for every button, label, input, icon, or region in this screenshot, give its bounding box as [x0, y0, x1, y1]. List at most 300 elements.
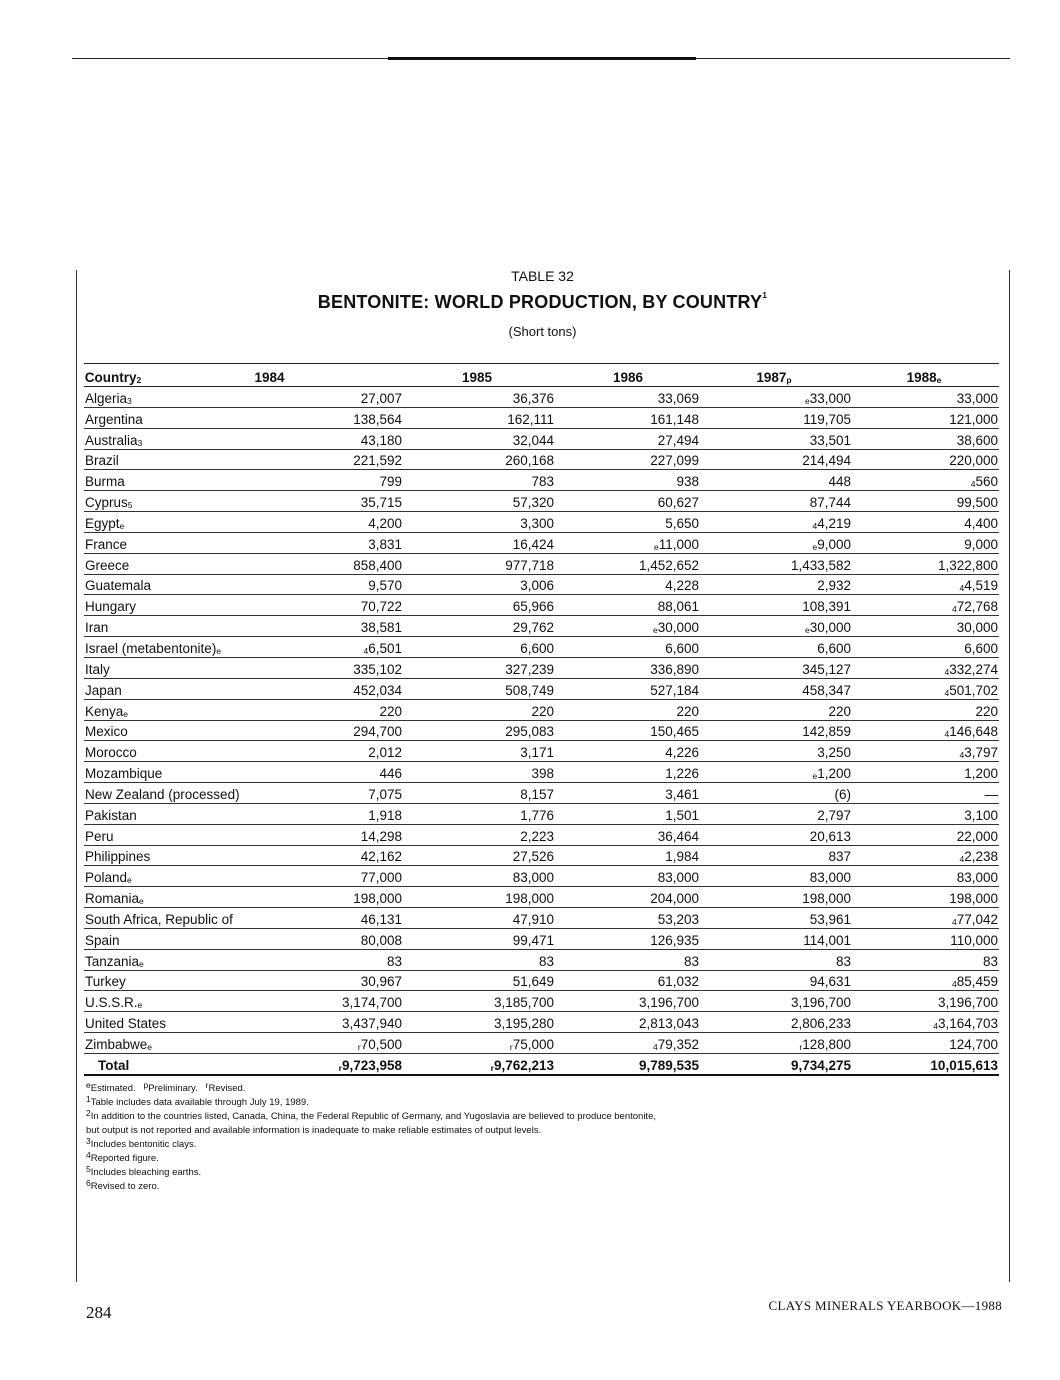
value-text: 3,831	[368, 536, 402, 552]
value-cell	[699, 908, 851, 928]
running-head: CLAYS MINERALS YEARBOOK—1988	[768, 1298, 1002, 1313]
value-cell	[851, 846, 999, 866]
value-cell	[554, 991, 699, 1011]
value-cell	[699, 512, 851, 532]
value-note: 4	[951, 916, 957, 927]
table-row	[84, 512, 999, 533]
page-number: 284	[86, 1303, 112, 1322]
country-name: Kenya	[85, 703, 124, 719]
value-text: 27,526	[512, 849, 554, 865]
value-text: 47,910	[512, 911, 554, 927]
country-name: Philippines	[85, 849, 151, 865]
country-name: South Africa, Republic of	[85, 911, 233, 927]
value-cell	[851, 783, 999, 803]
footnote-marker: 3	[86, 1136, 91, 1146]
value-cell	[554, 470, 699, 490]
value-text: 783	[531, 474, 554, 490]
value-cell	[851, 512, 999, 532]
value-cell	[554, 700, 699, 720]
total-label: Total	[98, 1058, 130, 1073]
value-cell	[402, 846, 554, 866]
value-text: 108,391	[802, 599, 851, 615]
value-cell	[250, 1012, 402, 1032]
value-cell	[554, 825, 699, 845]
value-text: 61,032	[657, 974, 699, 990]
value-text: 30,967	[360, 974, 402, 990]
value-text: 30,000	[657, 620, 699, 636]
value-text: 3,461	[665, 786, 699, 802]
value-text: 3,006	[520, 578, 554, 594]
column-header	[142, 364, 397, 386]
value-text: 858,400	[353, 557, 402, 573]
table-row	[84, 595, 999, 616]
value-cell	[402, 908, 554, 928]
value-text: 560	[975, 474, 998, 490]
value-cell	[699, 866, 851, 886]
value-text: 77,042	[956, 911, 998, 927]
value-text: 161,148	[650, 411, 699, 427]
value-text: 294,700	[353, 724, 402, 740]
country-name: Japan	[85, 682, 122, 698]
value-text: 33,069	[657, 390, 699, 406]
value-text: 3,164,703	[937, 1016, 998, 1032]
table-row	[84, 470, 999, 491]
table-row	[84, 1033, 999, 1054]
value-cell	[250, 929, 402, 949]
value-cell	[402, 887, 554, 907]
value-note: e	[804, 395, 810, 406]
value-text: 295,083	[505, 724, 554, 740]
footnote	[86, 1152, 656, 1166]
value-cell	[554, 866, 699, 886]
value-text: 57,320	[512, 495, 554, 511]
value-text: 3,196,700	[790, 995, 851, 1011]
value-note: 4	[363, 645, 369, 656]
value-cell	[699, 929, 851, 949]
table-row	[84, 783, 999, 804]
value-cell	[554, 741, 699, 761]
total-value-text: 9,762,213	[493, 1058, 554, 1073]
value-text: 42,162	[360, 849, 402, 865]
table-row	[84, 721, 999, 742]
column-header	[397, 364, 557, 386]
value-cell	[250, 762, 402, 782]
country-name: United States	[85, 1016, 167, 1032]
production-table	[84, 363, 999, 1076]
footnote-marker: 4	[86, 1150, 91, 1160]
value-cell	[554, 804, 699, 824]
table-row	[84, 887, 999, 908]
value-text: 27,494	[657, 432, 699, 448]
country-name: Spain	[85, 932, 120, 948]
value-text: 6,600	[817, 640, 851, 656]
value-note: 4	[652, 1042, 658, 1052]
country-note: 3	[137, 437, 143, 448]
value-cell	[402, 804, 554, 824]
value-cell	[699, 429, 851, 449]
footnote-marker: p	[143, 1080, 149, 1090]
value-note: 4	[959, 854, 965, 865]
country-name: Australia	[85, 432, 138, 448]
value-text: 88,061	[657, 599, 699, 615]
value-text: 837	[828, 849, 851, 865]
value-text: 70,722	[360, 599, 402, 615]
value-cell	[554, 595, 699, 615]
column-header-label: 1985	[461, 370, 493, 385]
value-cell	[250, 1033, 402, 1053]
value-text: 30,000	[956, 620, 998, 636]
value-text: 221,592	[353, 453, 402, 469]
value-text: 110,000	[950, 932, 998, 948]
country-note: e	[123, 708, 129, 719]
table-row	[84, 658, 999, 679]
country-cell	[84, 1012, 250, 1032]
value-cell	[554, 575, 699, 595]
value-text: 83	[982, 953, 998, 969]
value-note: 4	[959, 583, 965, 594]
country-cell	[84, 700, 250, 720]
value-cell	[554, 637, 699, 657]
value-text: 51,649	[512, 974, 554, 990]
value-note: 4	[944, 666, 950, 677]
table-row	[84, 491, 999, 512]
country-cell	[84, 512, 250, 532]
table-row	[84, 575, 999, 596]
value-cell	[554, 1012, 699, 1032]
value-note: 4	[951, 604, 957, 615]
country-name: Hungary	[85, 599, 137, 615]
value-text: 3,174,700	[341, 995, 402, 1011]
value-cell	[402, 637, 554, 657]
value-cell	[699, 700, 851, 720]
value-text: 6,600	[964, 640, 998, 656]
country-note: e	[127, 875, 132, 886]
value-cell	[851, 575, 999, 595]
value-cell	[851, 470, 999, 490]
country-name: Mexico	[85, 724, 128, 740]
top-rule-accent	[388, 57, 696, 60]
value-cell	[402, 741, 554, 761]
value-text: 3,185,700	[493, 995, 554, 1011]
value-text: 198,000	[505, 891, 554, 907]
value-cell	[402, 533, 554, 553]
value-cell	[699, 554, 851, 574]
country-name: New Zealand (processed)	[85, 786, 240, 802]
value-text: 2,238	[964, 849, 998, 865]
country-cell	[84, 616, 250, 636]
column-header-label: Country	[84, 370, 137, 385]
value-cell	[250, 512, 402, 532]
country-name: Brazil	[85, 453, 119, 469]
value-cell	[402, 1012, 554, 1032]
footnote-text: Includes bleaching earths.	[90, 1167, 202, 1178]
value-cell	[402, 700, 554, 720]
value-cell	[554, 491, 699, 511]
value-cell	[402, 595, 554, 615]
value-cell	[554, 387, 699, 407]
value-text: 20,613	[809, 828, 851, 844]
country-name: France	[85, 536, 128, 552]
value-cell	[250, 429, 402, 449]
value-cell	[699, 971, 851, 991]
value-cell	[554, 658, 699, 678]
country-cell	[84, 846, 250, 866]
value-text: 85,459	[956, 974, 998, 990]
value-cell	[699, 637, 851, 657]
value-cell	[699, 825, 851, 845]
value-text: 70,500	[360, 1037, 402, 1052]
value-note: e	[812, 771, 818, 782]
total-value-cell	[699, 1054, 851, 1074]
value-text: 227,099	[650, 453, 699, 469]
value-cell	[851, 450, 999, 470]
value-cell	[851, 554, 999, 574]
footnote-text: Revised.	[208, 1083, 246, 1094]
value-note: 4	[944, 729, 950, 740]
value-text: 16,424	[512, 536, 554, 552]
value-text: 1,200	[964, 766, 998, 782]
value-cell	[851, 429, 999, 449]
value-text: 3,196,700	[638, 995, 699, 1011]
value-text: 83,000	[512, 870, 554, 886]
value-cell	[250, 408, 402, 428]
table-title-text: BENTONITE: WORLD PRODUCTION, BY COUNTRY	[317, 292, 763, 312]
value-cell	[402, 762, 554, 782]
value-cell	[554, 512, 699, 532]
value-cell	[250, 887, 402, 907]
total-value-text: 9,789,535	[638, 1058, 699, 1073]
value-cell	[402, 429, 554, 449]
country-name: Cyprus	[85, 495, 128, 511]
value-text: 1,918	[368, 807, 402, 823]
value-cell	[402, 679, 554, 699]
value-cell	[402, 783, 554, 803]
footnote	[86, 1082, 656, 1096]
value-text: 220	[828, 703, 851, 719]
value-cell	[699, 741, 851, 761]
value-text: 3,437,940	[341, 1016, 402, 1032]
value-cell	[699, 950, 851, 970]
value-text: 53,203	[657, 911, 699, 927]
value-cell	[402, 491, 554, 511]
value-text: 77,000	[360, 870, 402, 886]
value-cell	[402, 825, 554, 845]
value-text: 336,890	[650, 661, 699, 677]
value-cell	[699, 1033, 851, 1053]
value-text: 220	[379, 703, 402, 719]
value-text: 4,219	[817, 515, 851, 531]
value-text: 3,797	[964, 745, 998, 761]
value-cell	[851, 533, 999, 553]
value-cell	[851, 866, 999, 886]
country-cell	[84, 679, 250, 699]
value-text: 220	[531, 703, 554, 719]
value-text: 126,935	[650, 932, 699, 948]
value-note: 4	[959, 750, 965, 761]
value-cell	[554, 783, 699, 803]
value-text: 146,648	[949, 724, 998, 740]
value-cell	[250, 575, 402, 595]
value-text: 33,501	[809, 432, 851, 448]
country-cell	[84, 908, 250, 928]
value-text: 452,034	[353, 682, 402, 698]
value-text: 83,000	[657, 870, 699, 886]
value-text: 7,075	[368, 786, 402, 802]
country-name: Iran	[85, 620, 109, 636]
value-note: r	[799, 1042, 803, 1052]
value-cell	[250, 658, 402, 678]
value-text: 36,464	[657, 828, 699, 844]
value-text: 35,715	[360, 495, 402, 511]
value-cell	[851, 387, 999, 407]
value-text: 60,627	[657, 495, 699, 511]
country-name: Poland	[85, 870, 128, 886]
value-cell	[699, 762, 851, 782]
value-cell	[250, 721, 402, 741]
column-header-label: 1988	[906, 370, 937, 385]
value-cell	[402, 950, 554, 970]
table-row	[84, 971, 999, 992]
value-text: 9,000	[817, 536, 851, 552]
value-cell	[851, 1033, 999, 1053]
value-text: 8,157	[520, 786, 554, 802]
value-cell	[851, 1012, 999, 1032]
value-text: 1,226	[665, 766, 699, 782]
value-cell	[554, 971, 699, 991]
value-text: 1,452,652	[638, 557, 699, 573]
value-text: 2,012	[368, 745, 402, 761]
value-cell	[851, 616, 999, 636]
value-cell	[402, 387, 554, 407]
table-row	[84, 762, 999, 783]
value-text: 36,376	[512, 390, 554, 406]
column-header-label: 1987	[756, 370, 787, 385]
value-text: 3,100	[964, 807, 998, 823]
country-cell	[84, 804, 250, 824]
value-cell	[250, 804, 402, 824]
country-cell	[84, 1033, 250, 1053]
value-cell	[250, 971, 402, 991]
value-text: 2,806,233	[790, 1016, 851, 1032]
value-text: 33,000	[809, 390, 851, 406]
table-row	[84, 846, 999, 867]
value-cell	[250, 533, 402, 553]
footnote-marker: e	[86, 1080, 91, 1090]
value-cell	[699, 595, 851, 615]
value-note: r	[509, 1042, 513, 1052]
value-text: 72,768	[956, 599, 998, 615]
value-text: 30,000	[809, 620, 851, 636]
value-cell	[402, 658, 554, 678]
value-cell	[699, 783, 851, 803]
value-cell	[554, 408, 699, 428]
value-cell	[402, 575, 554, 595]
country-cell	[84, 866, 250, 886]
value-text: 83,000	[809, 870, 851, 886]
country-name: Mozambique	[85, 766, 163, 782]
country-name: Israel (metabentonite)	[85, 640, 217, 656]
footnotes	[86, 1082, 656, 1194]
country-cell	[84, 575, 250, 595]
country-cell	[84, 658, 250, 678]
value-cell	[250, 679, 402, 699]
value-note: e	[653, 541, 659, 552]
value-cell	[250, 991, 402, 1011]
total-value-cell	[851, 1054, 999, 1074]
value-cell	[250, 387, 402, 407]
country-name: Algeria	[85, 390, 128, 406]
value-text: 204,000	[650, 891, 699, 907]
value-text: 5,650	[665, 515, 699, 531]
value-cell	[699, 679, 851, 699]
value-cell	[402, 450, 554, 470]
value-text: 799	[379, 474, 402, 490]
value-cell	[699, 846, 851, 866]
country-name: Peru	[85, 828, 114, 844]
value-text: 220,000	[949, 453, 998, 469]
value-text: 121,000	[949, 411, 998, 427]
value-cell	[250, 700, 402, 720]
value-text: 2,932	[817, 578, 851, 594]
value-cell	[699, 1012, 851, 1032]
value-text: 2,813,043	[638, 1016, 699, 1032]
value-cell	[851, 741, 999, 761]
left-margin-line	[76, 270, 77, 1282]
value-note: 4	[944, 687, 950, 698]
value-cell	[851, 929, 999, 949]
table-row	[84, 804, 999, 825]
footnote-text: Revised to zero.	[90, 1181, 160, 1192]
value-text: 198,000	[949, 891, 998, 907]
value-cell	[554, 721, 699, 741]
value-text: 138,564	[353, 411, 402, 427]
country-cell	[84, 783, 250, 803]
value-text: 4,228	[665, 578, 699, 594]
value-text: —	[984, 786, 998, 802]
value-cell	[250, 908, 402, 928]
value-text: 1,322,800	[937, 557, 998, 573]
value-text: 6,600	[520, 640, 554, 656]
value-text: 119,705	[803, 411, 851, 427]
value-text: 1,984	[665, 849, 699, 865]
value-cell	[699, 616, 851, 636]
value-text: 124,700	[949, 1037, 998, 1052]
value-cell	[402, 971, 554, 991]
value-note: e	[652, 625, 658, 636]
value-note: 4	[933, 1021, 938, 1032]
value-text: 938	[676, 474, 699, 490]
value-text: 3,196,700	[937, 995, 998, 1011]
value-cell	[250, 595, 402, 615]
column-header-note: p	[786, 375, 792, 385]
value-cell	[250, 741, 402, 761]
value-cell	[554, 929, 699, 949]
value-text: 260,168	[505, 453, 554, 469]
column-header	[699, 364, 849, 386]
value-cell	[554, 450, 699, 470]
value-text: 83,000	[956, 870, 998, 886]
table-row	[84, 554, 999, 575]
country-note: e	[147, 1042, 153, 1052]
value-cell	[554, 887, 699, 907]
country-name: Egypt	[85, 515, 120, 531]
country-note: e	[139, 896, 144, 907]
value-text: 501,702	[949, 682, 998, 698]
value-text: 9,570	[368, 578, 402, 594]
table-number: TABLE 32	[511, 268, 574, 284]
value-text: 53,961	[809, 911, 851, 927]
total-value-text: 10,015,613	[930, 1058, 998, 1073]
